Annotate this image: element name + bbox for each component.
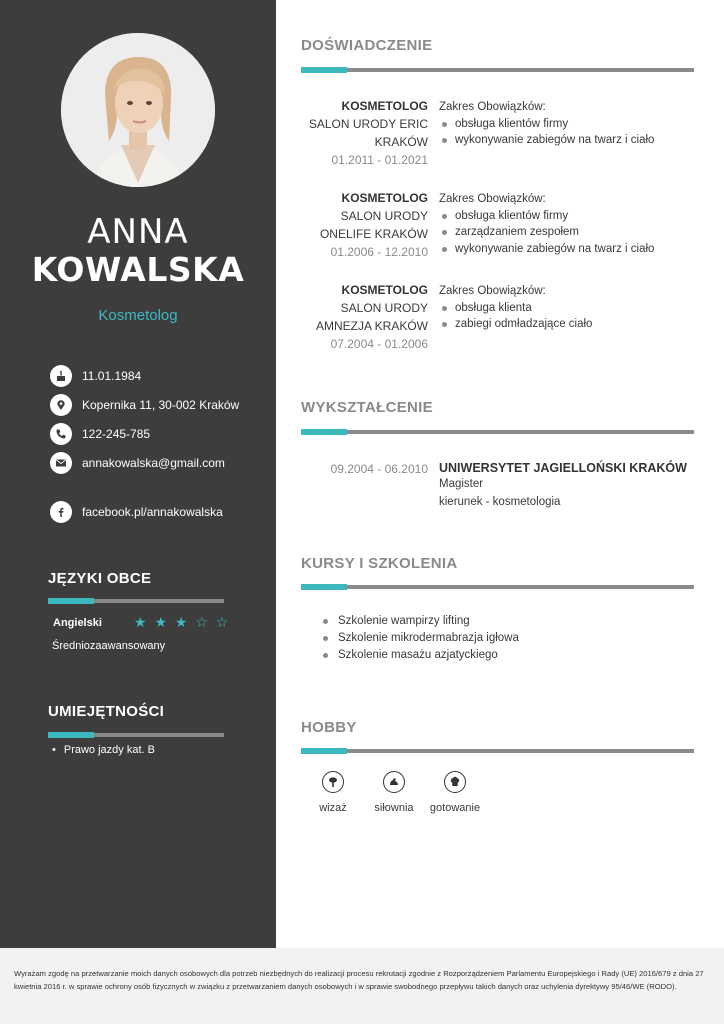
language-name: Angielski xyxy=(53,617,102,629)
duties-label: Zakres Obowiązków: xyxy=(439,101,546,113)
job-2-info xyxy=(290,189,428,261)
gdpr-consent-footer: Wyrażam zgodę na przetwarzanie moich danych osobowych dla potrzeb niezbędnych do realizacji procesu rekrutacji zgodnie z Rozporządzeniem Parlamentu Europejskiego i Rady (UE) 2016/679 z dnia 27 kwietnia 2016 r. w sprawie ochrony osób fizycznych w związku z przetwarzaniem danych osobowych i w sprawie swobodnego przepływu takich danych oraz uchylenia dyrektywy 95/46/WE (RODO). xyxy=(0,948,724,1024)
profile-photo xyxy=(61,33,215,187)
contact-birthdate xyxy=(50,365,141,387)
language-rating xyxy=(134,614,230,631)
experience-heading: DOŚWIADCZENIE xyxy=(301,37,433,54)
hobby-divider xyxy=(301,749,694,753)
duties-label: Zakres Obowiązków: xyxy=(439,193,546,205)
school-name: UNIWERSYTET JAGIELLOŃSKI KRAKÓW xyxy=(439,461,687,475)
company-line: SALON URODY ERIC xyxy=(308,117,428,131)
job-3-info xyxy=(290,281,428,353)
job-title-text: KOSMETOLOG xyxy=(341,99,428,113)
contact-email xyxy=(50,452,225,474)
skills-heading: UMIEJĘTNOŚCI xyxy=(48,703,165,720)
duty-item: zarządzaniem zespołem xyxy=(439,224,654,241)
hobby-label: wizaż xyxy=(319,802,347,814)
cake-icon xyxy=(50,365,72,387)
course-item: Szkolenie masażu azjatyckiego xyxy=(322,647,519,664)
portrait-image xyxy=(61,33,215,187)
company-line: ONELIFE KRAKÓW xyxy=(319,227,428,241)
job-title-text: KOSMETOLOG xyxy=(341,191,428,205)
contact-address xyxy=(50,394,239,416)
job-dates: 01.2006 - 12.2010 xyxy=(330,245,428,259)
job-3-duties xyxy=(439,283,592,333)
job-title: Kosmetolog xyxy=(98,307,178,324)
job-title-text: KOSMETOLOG xyxy=(341,283,428,297)
courses-divider xyxy=(301,585,694,589)
makeup-icon xyxy=(322,771,344,793)
job-1-info xyxy=(290,97,428,169)
hobby-makeup xyxy=(298,771,368,814)
education-dates: 09.2004 - 06.2010 xyxy=(330,462,428,476)
contact-facebook xyxy=(50,501,223,523)
rating-stars-filled: ★ ★ ★ xyxy=(134,614,190,630)
sidebar xyxy=(0,0,276,948)
job-dates: 01.2011 - 01.2021 xyxy=(331,153,428,167)
phone-icon xyxy=(50,423,72,445)
birthdate-text: 11.01.1984 xyxy=(82,369,142,383)
languages-divider xyxy=(48,599,224,603)
experience-divider xyxy=(301,68,694,72)
phone-text: 122-245-785 xyxy=(82,427,151,441)
hobby-label: gotowanie xyxy=(429,802,481,814)
email-text: annakowalska@gmail.com xyxy=(82,456,225,470)
courses-heading: KURSY I SZKOLENIA xyxy=(301,555,458,572)
job-dates: 07.2004 - 01.2006 xyxy=(330,337,428,351)
education-heading: WYKSZTAŁCENIE xyxy=(301,399,433,416)
rating-stars-empty: ☆ ☆ xyxy=(195,614,231,630)
duties-label: Zakres Obowiązków: xyxy=(439,285,546,297)
address-text: Kopernika 11, 30-002 Kraków xyxy=(82,398,240,412)
courses-list xyxy=(322,613,519,664)
company-line: KRAKÓW xyxy=(374,135,428,149)
duty-item: zabiegi odmładzające ciało xyxy=(439,316,592,333)
hobby-gym xyxy=(359,771,429,814)
course-item: Szkolenie mikrodermabrazja igłowa xyxy=(322,630,519,647)
degree-text: Magister xyxy=(439,478,484,490)
facebook-icon xyxy=(50,501,72,523)
education-details xyxy=(439,460,687,510)
duty-item: wykonywanie zabiegów na twarz i ciało xyxy=(439,241,654,258)
envelope-icon xyxy=(50,452,72,474)
location-pin-icon xyxy=(50,394,72,416)
duty-item: obsługa klientów firmy xyxy=(439,116,654,133)
company-line: SALON URODY xyxy=(340,301,428,315)
gym-icon xyxy=(383,771,405,793)
duty-item: wykonywanie zabiegów na twarz i ciało xyxy=(439,132,654,149)
hobby-cooking xyxy=(420,771,490,814)
job-1-duties xyxy=(439,99,654,149)
language-level: Średniozaawansowany xyxy=(52,640,166,652)
first-name: ANNA xyxy=(87,212,189,252)
company-line: SALON URODY xyxy=(340,209,428,223)
hobby-heading: HOBBY xyxy=(301,719,357,736)
facebook-text: facebook.pl/annakowalska xyxy=(82,505,223,519)
course-item: Szkolenie wampirzy lifting xyxy=(322,613,519,630)
languages-heading: JĘZYKI OBCE xyxy=(48,570,152,587)
contact-phone xyxy=(50,423,150,445)
chef-hat-icon xyxy=(444,771,466,793)
education-divider xyxy=(301,430,694,434)
duty-item: obsługa klienta xyxy=(439,300,592,317)
last-name: KOWALSKA xyxy=(31,250,245,289)
duty-item: obsługa klientów firmy xyxy=(439,208,654,225)
skills-divider xyxy=(48,733,224,737)
field-of-study: kierunek - kosmetologia xyxy=(439,496,561,508)
hobby-label: siłownia xyxy=(374,802,414,814)
job-2-duties xyxy=(439,191,654,257)
company-line: AMNEZJA KRAKÓW xyxy=(315,319,428,333)
skill-item: • Prawo jazdy kat. B xyxy=(52,744,155,756)
